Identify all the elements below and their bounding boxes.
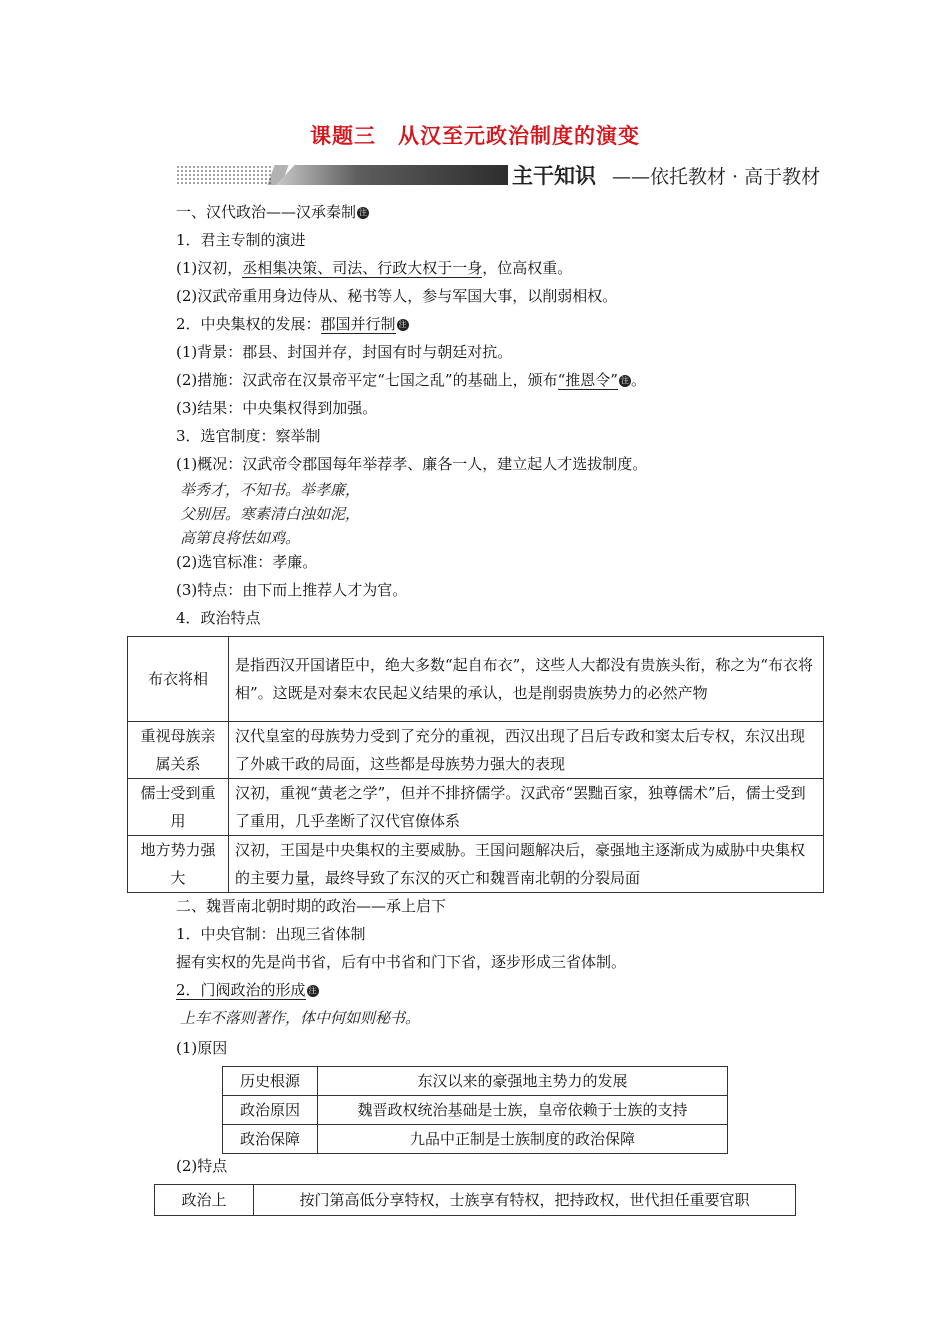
point1-para1 bbox=[176, 258, 572, 278]
point3-para1: (1)概况：汉武帝令郡国每年举荐孝、廉各一人，建立起人才选拔制度。 bbox=[176, 455, 648, 473]
lesson-title: 课题三 从汉至元政治制度的演变 bbox=[310, 124, 640, 148]
point3-heading: 3．选官制度：察举制 bbox=[176, 427, 321, 445]
handwritten-line: 举秀才，不知书。举孝廉， bbox=[180, 481, 361, 499]
s2-point1-heading: 1．中央官制：出现三省体制 bbox=[176, 925, 366, 943]
banner-gradient-bar bbox=[276, 165, 508, 185]
table-cell-key: 布衣将相 bbox=[128, 637, 229, 722]
note-marker-icon: 注 bbox=[359, 208, 368, 217]
note-marker-icon: 注 bbox=[308, 986, 317, 995]
table-cell-key: 政治上 bbox=[155, 1185, 254, 1216]
section-banner bbox=[176, 162, 821, 188]
table-row bbox=[155, 1185, 796, 1216]
point1-para2: (2)汉武帝重用身边侍从、秘书等人，参与军国大事，以削弱相权。 bbox=[176, 287, 618, 305]
table-row bbox=[223, 1125, 728, 1154]
s2-point2-heading bbox=[176, 980, 319, 1000]
table-cell-value: 东汉以来的豪强地主势力的发展 bbox=[318, 1067, 728, 1096]
note-marker-icon: 注 bbox=[398, 320, 407, 329]
table-row bbox=[128, 637, 824, 722]
note-marker-icon: 注 bbox=[620, 376, 629, 385]
table-cell-value: 九品中正制是士族制度的政治保障 bbox=[318, 1125, 728, 1154]
reason-label: (1)原因 bbox=[176, 1039, 228, 1057]
table-cell-key: 地方势力强大 bbox=[128, 836, 229, 893]
political-features-table bbox=[127, 636, 824, 893]
banner-label: 主干知识 bbox=[512, 164, 596, 188]
s2-point2-heading-text: 2．门阀政治的形成 bbox=[176, 981, 306, 999]
point3-para3: (3)特点：由下而上推荐人才为官。 bbox=[176, 581, 408, 599]
point1-para1-b: ，位高权重。 bbox=[482, 259, 573, 277]
table-cell-value: 魏晋政权统治基础是士族，皇帝依赖于士族的支持 bbox=[318, 1096, 728, 1125]
point3-para2: (2)选官标准：孝廉。 bbox=[176, 553, 318, 571]
point1-para1-a: (1)汉初， bbox=[176, 259, 243, 277]
table-cell-value: 汉初，王国是中央集权的主要威胁。王国问题解决后，豪强地主逐渐成为威胁中央集权的主要力量，最终导致了东汉的灭亡和魏晋南北朝的分裂局面 bbox=[229, 836, 824, 893]
table-row bbox=[128, 722, 824, 779]
point2-heading bbox=[176, 314, 409, 334]
point1-para1-underlined: 丞相集决策、司法、行政大权于一身 bbox=[242, 259, 483, 277]
table-row bbox=[128, 779, 824, 836]
table-cell-key: 重视母族亲属关系 bbox=[128, 722, 229, 779]
section2-heading: 二、魏晋南北朝时期的政治——承上启下 bbox=[176, 897, 447, 915]
handwritten-note-1 bbox=[180, 478, 360, 550]
point2-heading-a: 2．中央集权的发展： bbox=[176, 315, 321, 333]
reasons-table bbox=[222, 1066, 728, 1154]
point2-para2-a: (2)措施：汉武帝在汉景帝平定“七国之乱”的基础上，颁布 bbox=[176, 371, 558, 389]
s2-point1-para: 握有实权的先是尚书省，后有中书省和门下省，逐步形成三省体制。 bbox=[176, 953, 627, 971]
point2-para2 bbox=[176, 370, 646, 390]
table-cell-value: 按门第高低分享特权，士族享有特权，把持政权，世代担任重要官职 bbox=[254, 1185, 796, 1216]
point4-heading: 4．政治特点 bbox=[176, 609, 261, 627]
table-cell-value: 是指西汉开国诸臣中，绝大多数“起自布衣”，这些人大都没有贵族头衔，称之为“布衣将相”。这既是对秦末农民起义结果的承认，也是削弱贵族势力的必然产物 bbox=[229, 637, 824, 722]
section1-heading-text: 一、汉代政治——汉承秦制 bbox=[176, 203, 357, 221]
table-cell-value: 汉初，重视“黄老之学”，但并不排挤儒学。汉武帝“罢黜百家，独尊儒术”后，儒士受到了重用，几乎垄断了汉代官僚体系 bbox=[229, 779, 824, 836]
point2-para2-b: 。 bbox=[630, 371, 646, 389]
table-cell-key: 政治原因 bbox=[223, 1096, 318, 1125]
table-cell-key: 儒士受到重用 bbox=[128, 779, 229, 836]
handwritten-line: 高第良将怯如鸡。 bbox=[180, 529, 301, 547]
point2-heading-underlined: 郡国并行制 bbox=[320, 315, 396, 333]
features-table bbox=[154, 1184, 796, 1216]
handwritten-line: 父别居。寒素清白浊如泥， bbox=[180, 505, 361, 523]
point2-para2-underlined: “推恩令” bbox=[557, 371, 618, 389]
table-cell-value: 汉代皇室的母族势力受到了充分的重视，西汉出现了吕后专政和窦太后专权，东汉出现了外戚干政的局面，这些都是母族势力强大的表现 bbox=[229, 722, 824, 779]
table-row bbox=[223, 1096, 728, 1125]
feature-label: (2)特点 bbox=[176, 1157, 228, 1175]
table-cell-key: 历史根源 bbox=[223, 1067, 318, 1096]
point2-para3: (3)结果：中央集权得到加强。 bbox=[176, 399, 378, 417]
section1-heading bbox=[176, 202, 369, 222]
handwritten-note-2: 上车不落则著作，体中何如则秘书。 bbox=[180, 1009, 421, 1027]
banner-subtitle: ——依托教材 · 高于教材 bbox=[612, 166, 821, 188]
table-row bbox=[223, 1067, 728, 1096]
banner-dots-decoration bbox=[176, 165, 271, 185]
table-row bbox=[128, 836, 824, 893]
table-cell-key: 政治保障 bbox=[223, 1125, 318, 1154]
point1-heading: 1．君主专制的演进 bbox=[176, 231, 306, 249]
point2-para1: (1)背景：郡县、封国并存，封国有时与朝廷对抗。 bbox=[176, 343, 513, 361]
